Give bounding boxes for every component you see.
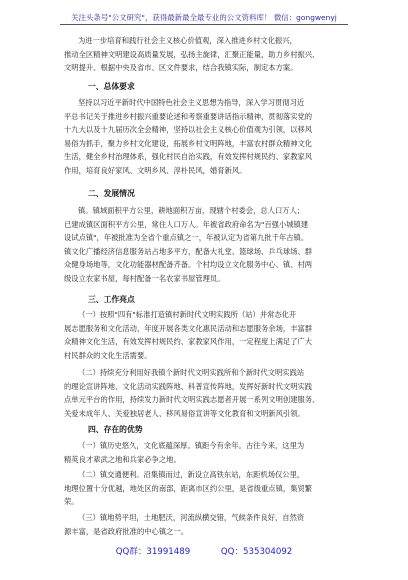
- text-line: 镇。镇域面积平方公里，耕地面积万亩，现辖个村委会，总人口万人；: [78, 206, 305, 215]
- section-heading-development: 二、发展情况: [88, 189, 135, 198]
- text-line: 易俗为抓手，聚力乡村文化建设，拓展乡村文明阵地，丰富农村群众精神文化: [64, 138, 313, 148]
- text-line: 文明提升、根据中央及省市、区文件要求，结合我镇实际，制定本方案。: [64, 63, 298, 73]
- text-line: 荣。: [64, 497, 79, 507]
- text-line: 级设立农家书屋，每村配备一名农家书屋管理员。: [64, 273, 225, 283]
- text-line: 关爱未成年人、关爱独居老人、移风易俗宣讲等文化教育和文明新风引领。: [64, 408, 305, 418]
- text-line: 地理位置十分优越，地处区的南部，距离市区约公里，是省级重点镇，集贸繁: [64, 483, 313, 493]
- text-line: （二）持续充分利用好我镇个新时代文明实践所和个新时代文明实践站: [78, 368, 305, 377]
- text-line: 设试点镇"，年被批准为全省个重点镇之一，年被认定为省第九批千年古镇。: [64, 233, 309, 243]
- section4-paragraph-3: [64, 511, 346, 538]
- text-line: 坚持以习近平新时代中国特色社会主义思想为指导，深入学习贯彻习近: [78, 98, 305, 107]
- text-line: 村民群众的文化生活需要。: [64, 350, 152, 360]
- text-line: 生活，健全乡村治理体系，强化村民自治实践，有效发挥村规民约、家教家风: [64, 152, 313, 162]
- text-line: 已建成镇区面积平方公里，常住人口万人。年被省政府命名为"百强小城镇建: [64, 219, 309, 229]
- text-line: （三）镇地势平坦，土地肥沃，河流纵横交错，气候条件良好，自然资: [78, 513, 305, 522]
- text-line: 展志愿服务和文化活动，年度开展各类文化惠民活动和志愿服务余场，丰富群: [64, 323, 313, 333]
- section2-paragraph: [64, 204, 346, 286]
- text-line: （一）镇历史悠久，文化底蕴深厚。镇距今有余年。古往今来，这里为: [78, 441, 305, 450]
- section-heading-overall-requirements: 一、总体要求: [88, 82, 135, 91]
- section3-paragraph-1: [64, 308, 346, 362]
- text-line: 众精神文化生活，有效发挥村规民约、家教家风作用，一定程度上满足了广大: [64, 337, 313, 347]
- text-line: 十九大以及十九届历次全会精神，坚持以社会主义核心价值观为引领，以移风: [64, 125, 313, 135]
- text-line: 的理论宣讲阵地、文化活动实践阵地、科普宣传阵地，发挥好新时代文明实践: [64, 381, 313, 391]
- intro-paragraph: [64, 34, 346, 75]
- text-line: 推动全区精神文明建设高质量发展，弘扬主旋律，汇聚正能量，助力乡村振兴、: [64, 49, 320, 59]
- qq-number: QQ：535304092: [220, 547, 293, 557]
- text-line: 源丰富，是省政府批准的中心镇之一。: [64, 526, 189, 536]
- section4-paragraph-1: [64, 439, 346, 466]
- text-line: （一）按照"四有"标准打造镇村新时代文明实践所（站）并常态化开: [78, 310, 297, 319]
- header-divider: [60, 24, 348, 25]
- footer-contact: [0, 545, 408, 557]
- text-line: 平总书记关于推进乡村振兴重要论述和考察重要讲话指示精神，贯彻落实党的: [64, 111, 313, 121]
- text-line: 众健身场地等，文化功能器材配备齐备。个村均设立文化服务中心、镇、村两: [64, 260, 313, 270]
- section-heading-advantages: 四、存在的优势: [88, 425, 143, 434]
- qq-group-number: QQ群：31991489: [115, 547, 191, 557]
- text-line: （二）镇交通便利。沿集镇而过，新设立高铁东站，东距机场仅公里，: [78, 470, 305, 479]
- text-line: 为进一步培育和践行社会主义核心价值观，深入推进乡村文化振兴，: [78, 36, 297, 45]
- text-line: 精英良才辈武之地和兵家必争之地。: [64, 454, 181, 464]
- text-line: 作用，培育良好家风、文明乡风、淳朴民风，婚育新风。: [64, 165, 247, 175]
- section3-paragraph-2: [64, 366, 346, 420]
- section-heading-highlights: 三、工作亮点: [88, 295, 135, 304]
- section1-paragraph: [64, 96, 346, 178]
- text-line: 点单元平台的作用，持续发力新时代文明实践志愿者开展一系列文明创建服务、: [64, 395, 320, 405]
- section4-paragraph-2: [64, 468, 346, 509]
- top-banner: 关注头条号"公文研究"，获得最新最全最专业的公文资料库！ 微信：gongwenyj: [71, 13, 337, 22]
- text-line: 镇文化广播经济信息服务站占地多平方，配备大礼堂、篮球场、乒乓球场、群: [64, 246, 313, 256]
